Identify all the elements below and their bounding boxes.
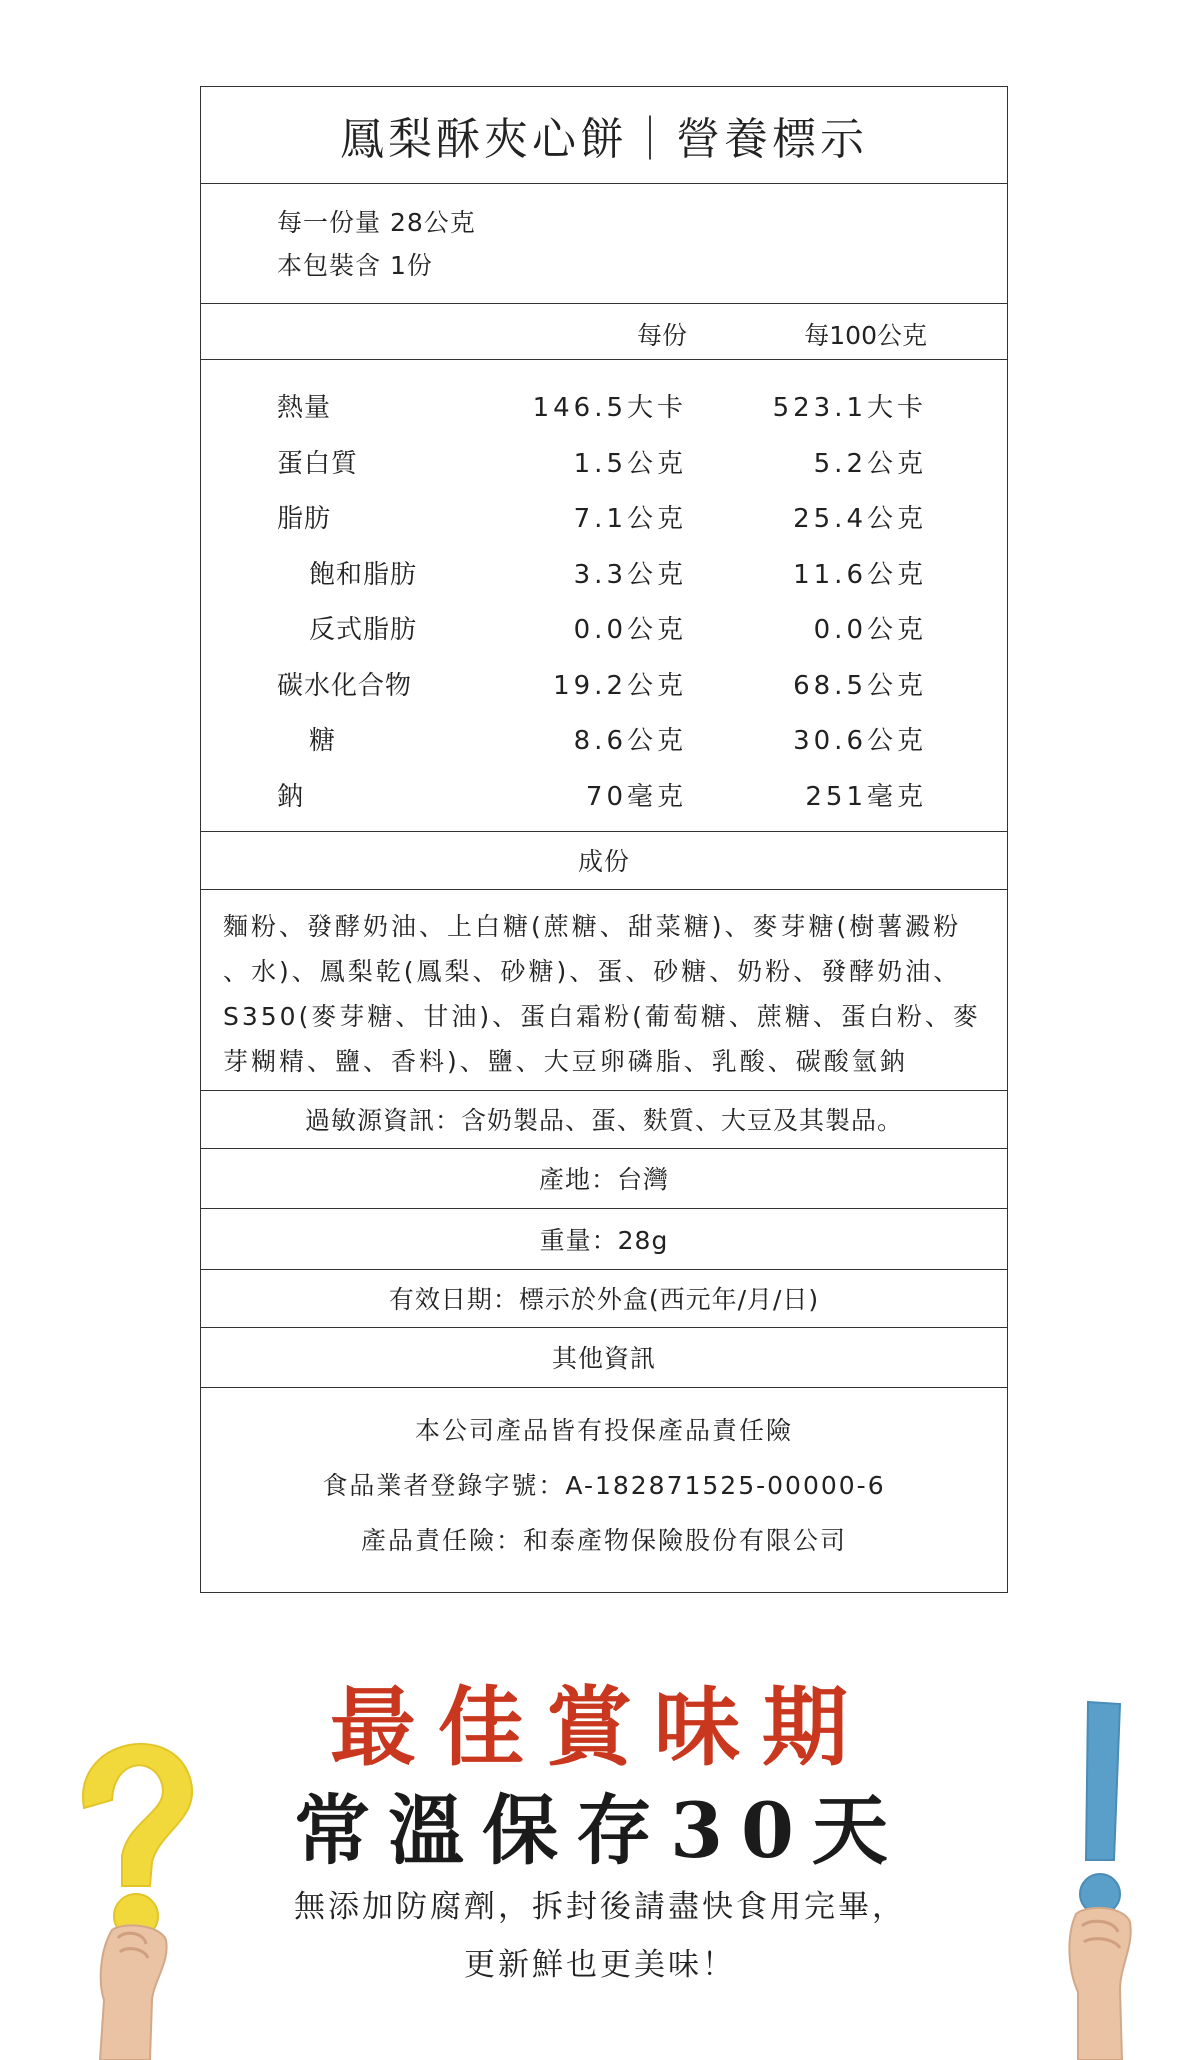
- nutrient-name: 鈉: [277, 781, 305, 812]
- freshness-note: [0, 1878, 1200, 1994]
- weight-info: 重量：28g: [539, 1225, 669, 1255]
- nutrient-name: 碳水化合物: [277, 670, 413, 701]
- nutrient-row: [201, 766, 1007, 822]
- allergen-info: 過敏源資訊：含奶製品、蛋、麩質、大豆及其製品。: [304, 1106, 903, 1135]
- nutrient-per-serving: 146.5大卡: [532, 393, 687, 423]
- nutrient-row: [201, 377, 1007, 433]
- other-info-heading: 其他資訊: [551, 1344, 656, 1373]
- nutrient-per-100g: 0.0公克: [813, 615, 927, 645]
- insurance-note: 本公司產品皆有投保產品責任險: [414, 1416, 793, 1445]
- ingredients-heading: 成份: [577, 847, 630, 876]
- nutrient-name: 反式脂肪: [309, 615, 418, 645]
- nutrient-per-serving: 1.5公克: [573, 448, 687, 479]
- nutrient-name: 熱量: [277, 393, 332, 423]
- insurance-company: 產品責任險：和泰產物保險股份有限公司: [360, 1526, 847, 1555]
- freshness-note-line: 無添加防腐劑，拆封後請盡快食用完畢，: [294, 1889, 906, 1925]
- nutrient-per-100g: 11.6公克: [793, 559, 927, 590]
- panel-title: 鳳梨酥夾心餅｜營養標示: [340, 114, 868, 165]
- col-per-serving: 每份: [636, 321, 687, 350]
- nutrient-row: [201, 599, 1007, 655]
- nutrient-row: [201, 488, 1007, 544]
- serving-info: [201, 183, 1007, 303]
- nutrient-row: [201, 544, 1007, 600]
- ingredients-line: 麵粉、發酵奶油、上白糖(蔗糖、甜菜糖)、麥芽糖(樹薯澱粉: [223, 912, 962, 941]
- nutrient-per-100g: 25.4公克: [793, 504, 927, 534]
- origin-info: 產地：台灣: [538, 1165, 669, 1194]
- nutrient-row: [201, 710, 1007, 766]
- nutrient-per-serving: 7.1公克: [573, 504, 687, 534]
- column-header: [201, 303, 1007, 359]
- nutrient-per-100g: 30.6公克: [793, 726, 927, 756]
- divider: [201, 359, 1007, 360]
- nutrient-name: 糖: [309, 726, 337, 756]
- nutrient-row: [201, 433, 1007, 489]
- nutrient-per-serving: 8.6公克: [573, 726, 687, 756]
- ingredients-line: 芽糊精、鹽、香料)、鹽、大豆卵磷脂、乳酸、碳酸氫鈉: [223, 1047, 908, 1076]
- nutrient-per-100g: 251毫克: [805, 781, 927, 812]
- ingredients-list: [201, 896, 1007, 1096]
- ingredients-line: S350(麥芽糖、甘油)、蛋白霜粉(葡萄糖、蔗糖、蛋白粉、麥: [223, 1002, 981, 1031]
- nutrient-per-serving: 70毫克: [585, 781, 687, 812]
- nutrient-per-100g: 68.5公克: [793, 670, 927, 701]
- nutrient-per-100g: 5.2公克: [813, 448, 927, 479]
- storage-headline: 常溫保存30天: [294, 1786, 906, 1875]
- nutrient-row: [201, 655, 1007, 711]
- food-registration-number: 食品業者登錄字號：A-182871525-00000-6: [322, 1471, 886, 1500]
- ingredients-line: 、水)、鳳梨乾(鳳梨、砂糖)、蛋、砂糖、奶粉、發酵奶油、: [223, 957, 962, 986]
- nutrient-name: 蛋白質: [277, 448, 359, 479]
- freshness-note-line: 更新鮮也更美味！: [464, 1947, 736, 1983]
- expiry-info: 有效日期：標示於外盒(西元年/月/日): [388, 1285, 820, 1314]
- other-info-body: [201, 1387, 1007, 1594]
- best-period-headline: 最佳賞味期: [330, 1677, 870, 1778]
- nutrient-name: 脂肪: [277, 504, 332, 534]
- nutrient-name: 飽和脂肪: [309, 559, 418, 590]
- col-per-100g: 每100公克: [804, 321, 927, 350]
- nutrition-panel: [200, 86, 1008, 1593]
- nutrient-per-serving: 19.2公克: [553, 670, 687, 701]
- nutrient-per-serving: 0.0公克: [573, 615, 687, 645]
- servings-per-package: 本包裝含 1份: [277, 251, 433, 280]
- serving-size: 每一份量 28公克: [277, 208, 476, 237]
- nutrient-per-serving: 3.3公克: [573, 559, 687, 590]
- nutrient-per-100g: 523.1大卡: [772, 393, 927, 423]
- divider: [201, 889, 1007, 890]
